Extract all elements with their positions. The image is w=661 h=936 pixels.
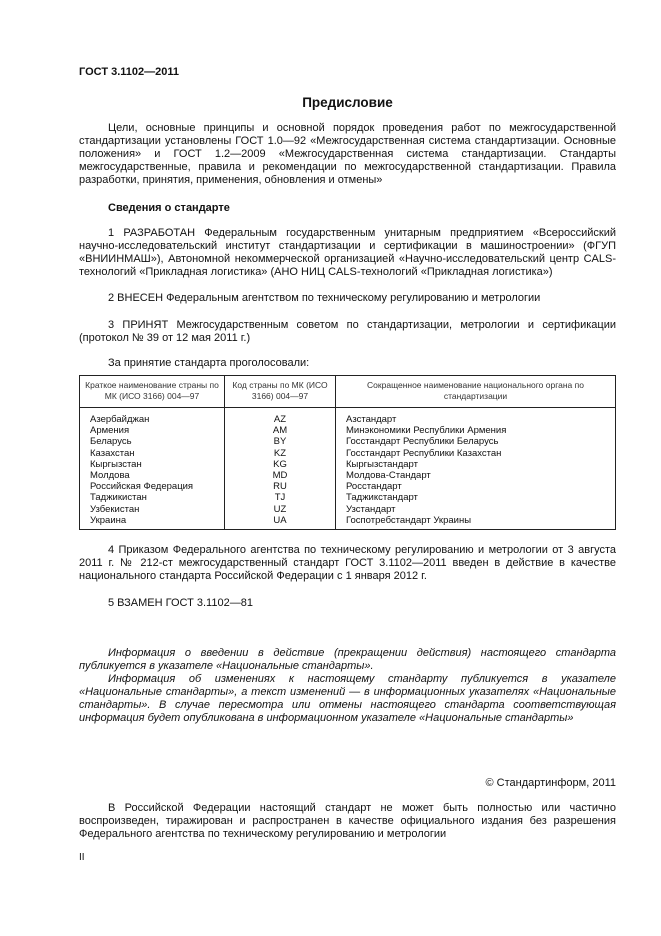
cell-code: UZ (225, 504, 336, 515)
table-row (80, 408, 616, 426)
cell-country: Молдова (80, 470, 225, 481)
cell-body: Азстандарт (336, 408, 616, 426)
cell-country: Азербайджан (80, 408, 225, 426)
item-1: 1 РАЗРАБОТАН Федеральным государственным унитарным предприятием «Всероссийский научно-исследовательский институт стандартизации и сертификации в машиностроении» (ФГУП «ВНИИНМАШ»), Автономной некоммерческой организацией «Научно-исследовательский центр CALS-технологий «Прикладная логистика» (АНО НИЦ CALS-технологий «Прикладная логистика») (79, 227, 616, 278)
intro-paragraph: Цели, основные принципы и основной порядок проведения работ по межгосударственной стандартизации установлены ГОСТ 1.0—92 «Межгосударственная система стандартизации. Основные положения» и ГОСТ 1.2—2009 «Межгосударственная система стандартизации. Стандарты межгосударственные, правила и рекомендации по межгосударственной стандартизации. Правила разработки, принятия, применения, обновления и отмены» (79, 122, 616, 186)
cell-code: RU (225, 481, 336, 492)
cell-body: Госстандарт Республики Беларусь (336, 436, 616, 447)
cell-code: AZ (225, 408, 336, 426)
cell-body: Кыргызстандарт (336, 459, 616, 470)
table-row (80, 425, 616, 436)
rights-notice: В Российской Федерации настоящий стандарт не может быть полностью или частично воспроизведен, тиражирован и распространен в качестве официального издания без разрешения Федерального агентства по техническому регулированию и метрологии (79, 802, 616, 840)
cell-country: Узбекистан (80, 504, 225, 515)
copyright: © Стандартинформ, 2011 (485, 777, 616, 789)
table-row (80, 515, 616, 530)
cell-country: Российская Федерация (80, 481, 225, 492)
vote-intro: За принятие стандарта проголосовали: (108, 357, 310, 369)
info-paragraph-2: Информация об изменениях к настоящему стандарту публикуется в указателе «Национальные стандарты», а текст изменений — в информационных указателях «Национальные стандарты». В случае пересмотра или отмены настоящего стандарта соответствующая информация будет опубликована в информационном указателе «Национальные стандарты» (79, 673, 616, 724)
cell-body: Таджикстандарт (336, 492, 616, 503)
cell-country: Украина (80, 515, 225, 530)
item-2: 2 ВНЕСЕН Федеральным агентством по техническому регулированию и метрологии (108, 292, 541, 304)
cell-code: KG (225, 459, 336, 470)
cell-body: Госстандарт Республики Казахстан (336, 448, 616, 459)
cell-country: Армения (80, 425, 225, 436)
table-row (80, 436, 616, 447)
cell-country: Таджикистан (80, 492, 225, 503)
item-3: 3 ПРИНЯТ Межгосударственным советом по стандартизации, метрологии и сертификации (протокол № 39 от 12 мая 2011 г.) (79, 319, 616, 344)
cell-code: UA (225, 515, 336, 530)
table-row (80, 470, 616, 481)
cell-code: BY (225, 436, 336, 447)
table-row (80, 448, 616, 459)
page-title: Предисловие (302, 95, 393, 110)
table-row (80, 481, 616, 492)
cell-code: AM (225, 425, 336, 436)
column-header-code: Код страны по МК (ИСО 3166) 004—97 (225, 376, 336, 408)
document-header: ГОСТ 3.1102—2011 (79, 66, 179, 78)
cell-country: Кыргызстан (80, 459, 225, 470)
table-row (80, 492, 616, 503)
table-row (80, 459, 616, 470)
cell-country: Казахстан (80, 448, 225, 459)
column-header-country: Краткое наименование страны по МК (ИСО 3166) 004—97 (80, 376, 225, 408)
cell-code: KZ (225, 448, 336, 459)
cell-code: MD (225, 470, 336, 481)
item-5: 5 ВЗАМЕН ГОСТ 3.1102—81 (108, 597, 253, 609)
info-paragraph-1: Информация о введении в действие (прекращении действия) настоящего стандарта публикуется в указателе «Национальные стандарты». (79, 647, 616, 672)
item-4: 4 Приказом Федерального агентства по техническому регулированию и метрологии от 3 августа 2011 г. № 212-ст межгосударственный стандарт ГОСТ 3.1102—2011 введен в действие в качестве национального стандарта Российской Федерации с 1 января 2012 г. (79, 544, 616, 582)
cell-body: Узстандарт (336, 504, 616, 515)
cell-body: Госпотребстандарт Украины (336, 515, 616, 530)
cell-body: Росстандарт (336, 481, 616, 492)
voting-table (79, 375, 616, 530)
table-row (80, 504, 616, 515)
cell-body: Минэкономики Республики Армения (336, 425, 616, 436)
page-number: II (79, 852, 85, 863)
cell-country: Беларусь (80, 436, 225, 447)
column-header-body: Сокращенное наименование национального органа по стандартизации (336, 376, 616, 408)
cell-body: Молдова-Стандарт (336, 470, 616, 481)
section-heading: Сведения о стандарте (108, 202, 230, 214)
cell-code: TJ (225, 492, 336, 503)
